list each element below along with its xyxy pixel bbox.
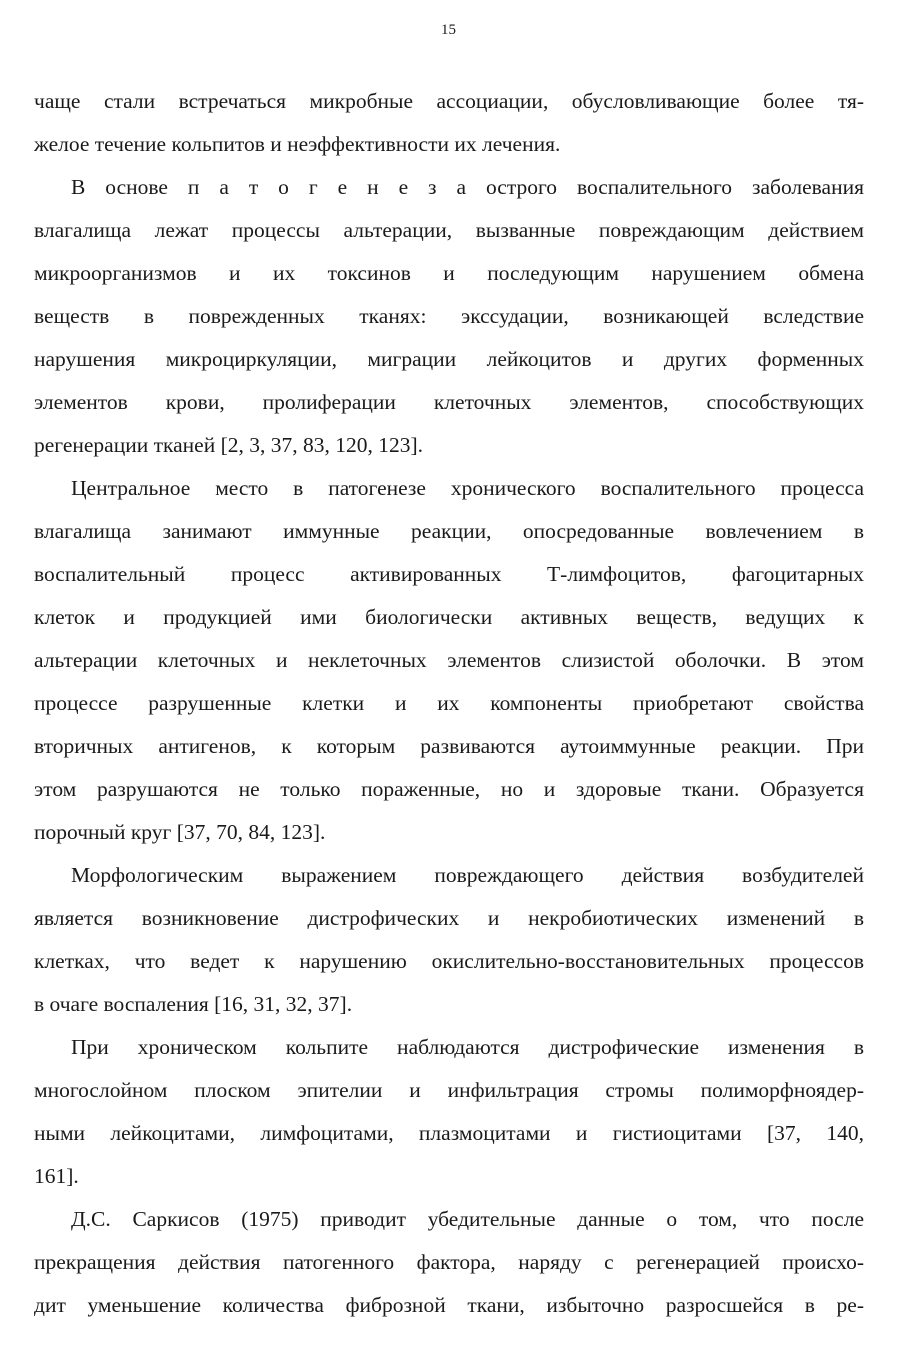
text-line: Д.С. Саркисов (1975) приводит убедительные данные о том, что после (71, 1207, 864, 1231)
text-line: воспалительный процесс активированных Т-лимфоцитов, фагоцитарных (34, 562, 864, 586)
text-line: регенерации тканей [2, 3, 37, 83, 120, 123]. (34, 433, 424, 457)
text-line: Морфологическим выражением повреждающего действия возбудителей (71, 863, 864, 887)
text-line: прекращения действия патогенного фактора, наряду с регенерацией происхо- (34, 1250, 864, 1274)
paragraph (34, 80, 864, 166)
text-line: микроорганизмов и их токсинов и последующим нарушением обмена (34, 261, 864, 285)
text-line: влагалища занимают иммунные реакции, опосредованные вовлечением в (34, 519, 864, 543)
text-line: процессе разрушенные клетки и их компоненты приобретают свойства (34, 691, 864, 715)
text-line: Центральное место в патогенезе хронического воспалительного процесса (71, 476, 864, 500)
text-line: порочный круг [37, 70, 84, 123]. (34, 820, 326, 844)
text-line: альтерации клеточных и неклеточных элементов слизистой оболочки. В этом (34, 648, 864, 672)
paragraph (34, 1026, 864, 1198)
text-line: этом разрушаются не только пораженные, но и здоровые ткани. Образуется (34, 777, 864, 801)
text-line: многослойном плоском эпителии и инфильтрация стромы полиморфноядер- (34, 1078, 864, 1102)
text-line: в очаге воспаления [16, 31, 32, 37]. (34, 992, 353, 1016)
text-line: чаще стали встречаться микробные ассоциации, обусловливающие более тя- (34, 89, 864, 113)
text-line: дит уменьшение количества фиброзной ткани, избыточно разросшейся в ре- (34, 1293, 864, 1317)
text-line: клеток и продукцией ими биологически активных веществ, ведущих к (34, 605, 864, 629)
text-line: является возникновение дистрофических и некробиотических изменений в (34, 906, 864, 930)
page-number: 15 (441, 22, 456, 38)
text-line: клетках, что ведет к нарушению окислительно-восстановительных процессов (34, 949, 864, 973)
text-line: В основе п а т о г е н е з а острого воспалительного заболевания (71, 175, 864, 199)
text-line: влагалища лежат процессы альтерации, вызванные повреждающим действием (34, 218, 864, 242)
text-line: ными лейкоцитами, лимфоцитами, плазмоцитами и гистиоцитами [37, 140, (34, 1121, 864, 1145)
text-line: желое течение кольпитов и неэффективности их лечения. (34, 132, 561, 156)
paragraph (34, 467, 864, 854)
text-line: нарушения микроциркуляции, миграции лейкоцитов и других форменных (34, 347, 864, 371)
text-line: 161]. (34, 1164, 79, 1188)
text-line: вторичных антигенов, к которым развиваются аутоиммунные реакции. При (34, 734, 864, 758)
paragraph (34, 166, 864, 467)
paragraph (34, 1198, 864, 1327)
text-line: При хроническом кольпите наблюдаются дистрофические изменения в (71, 1035, 864, 1059)
text-line: веществ в поврежденных тканях: экссудации, возникающей вследствие (34, 304, 864, 328)
text-line: элементов крови, пролиферации клеточных элементов, способствующих (34, 390, 864, 414)
body-text (34, 80, 864, 1327)
paragraph (34, 854, 864, 1026)
